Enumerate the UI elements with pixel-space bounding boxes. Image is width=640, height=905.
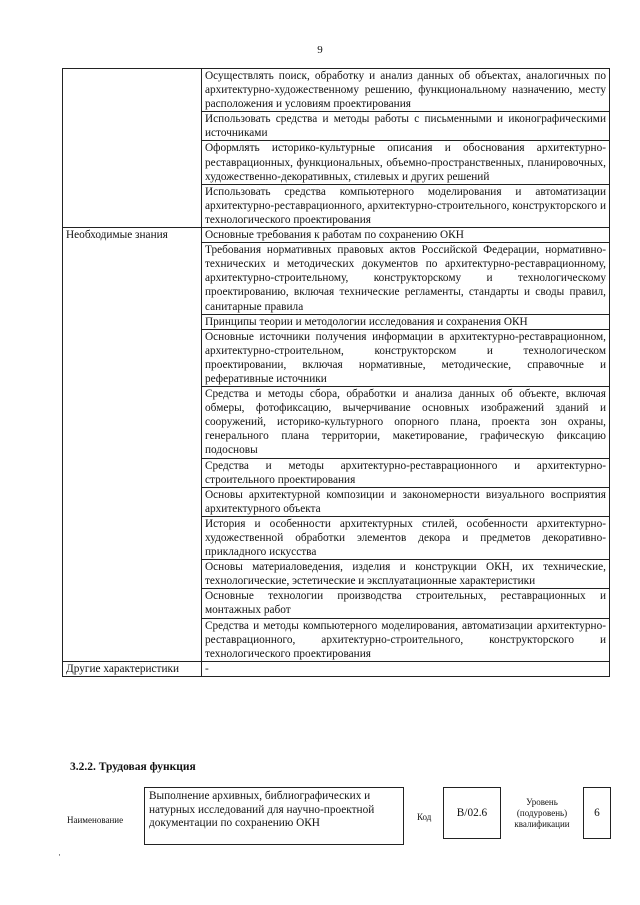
knowledge-cell: Основы материаловедения, изделия и конструкции ОКН, их технические, технологические, эстетические и эксплуатационные характеристики bbox=[202, 560, 610, 589]
knowledge-cell: Основные технологии производства строительных, реставрационных и монтажных работ bbox=[202, 589, 610, 618]
skills-label-cell bbox=[63, 69, 202, 228]
knowledge-cell: Средства и методы архитектурно-реставрационного и архитектурно-строительного проектирования bbox=[202, 458, 610, 487]
table-row bbox=[63, 661, 610, 676]
skill-cell: Использовать средства и методы работы с письменными и иконографическими источниками bbox=[202, 112, 610, 141]
knowledge-cell: Основные требования к работам по сохранению ОКН bbox=[202, 228, 610, 243]
labor-function-name-value: Выполнение архивных, библиографических и натурных исследований для научно-проектной документации по сохранению ОКН bbox=[144, 787, 404, 845]
other-characteristics-value: - bbox=[202, 661, 610, 676]
knowledge-cell: Основные источники получения информации в архитектурно-реставрационном, архитектурно-строительном, конструкторском и технологическом проектировании, включая нормативные, методические, справочные и реферативные источники bbox=[202, 329, 610, 386]
knowledge-cell: Средства и методы компьютерного моделирования, автоматизации архитектурно-реставрационного, архитектурно-строительного, конструкторского и технологического проектирования bbox=[202, 618, 610, 661]
knowledge-cell: Требования нормативных правовых актов Российской Федерации, нормативно-технических и методических документов по архитектурно-реставрационному, архитектурно-строительному, конструкторскому и технологическому проектированию, включая технические регламенты, стандарты и своды правил, санитарные правила bbox=[202, 243, 610, 314]
scan-mark: · bbox=[58, 850, 61, 860]
section-title: 3.2.2. Трудовая функция bbox=[70, 761, 196, 773]
qualification-level-label: Уровень (подуровень) квалификации bbox=[514, 797, 570, 829]
other-characteristics-label: Другие характеристики bbox=[63, 661, 202, 676]
knowledge-label: Необходимые знания bbox=[63, 228, 202, 662]
skill-cell: Оформлять историко-культурные описания и обоснования архитектурно-реставрационных, функциональных, объемно-пространственных, планировочных, художественно-декоративных, стилевых и других решений bbox=[202, 141, 610, 184]
page-number: 9 bbox=[317, 44, 323, 56]
table-row bbox=[63, 69, 610, 112]
skill-cell: Осуществлять поиск, обработку и анализ данных об объектах, аналогичных по архитектурно-художественному решению, функциональному назначению, месту расположения и условиям проектирования bbox=[202, 69, 610, 112]
knowledge-cell: Основы архитектурной композиции и закономерности визуального восприятия архитектурного объекта bbox=[202, 487, 610, 516]
table-row bbox=[63, 228, 610, 243]
labor-function-code-label: Код bbox=[417, 812, 432, 822]
knowledge-cell: Средства и методы сбора, обработки и анализа данных об объекте, включая обмеры, фотофиксацию, вычерчивание основных изображений зданий и сооружений, историко-культурного опорного плана, проекта зон охраны, генерального плана территории, макетирование, графическую фиксацию подосновы bbox=[202, 387, 610, 458]
labor-function-code-value: B/02.6 bbox=[443, 787, 501, 839]
labor-function-name-label: Наименование bbox=[67, 815, 124, 825]
knowledge-cell: Принципы теории и методологии исследования и сохранения ОКН bbox=[202, 314, 610, 329]
skill-cell: Использовать средства компьютерного моделирования и автоматизации архитектурно-реставрационного, архитектурно-строительного, конструкторского и технологического проектирования bbox=[202, 184, 610, 227]
qualification-level-value: 6 bbox=[583, 787, 611, 839]
competency-table bbox=[62, 68, 610, 677]
knowledge-cell: История и особенности архитектурных стилей, особенности архитектурно-художественной обработки элементов декора и предметов декоративно-прикладного искусства bbox=[202, 516, 610, 559]
